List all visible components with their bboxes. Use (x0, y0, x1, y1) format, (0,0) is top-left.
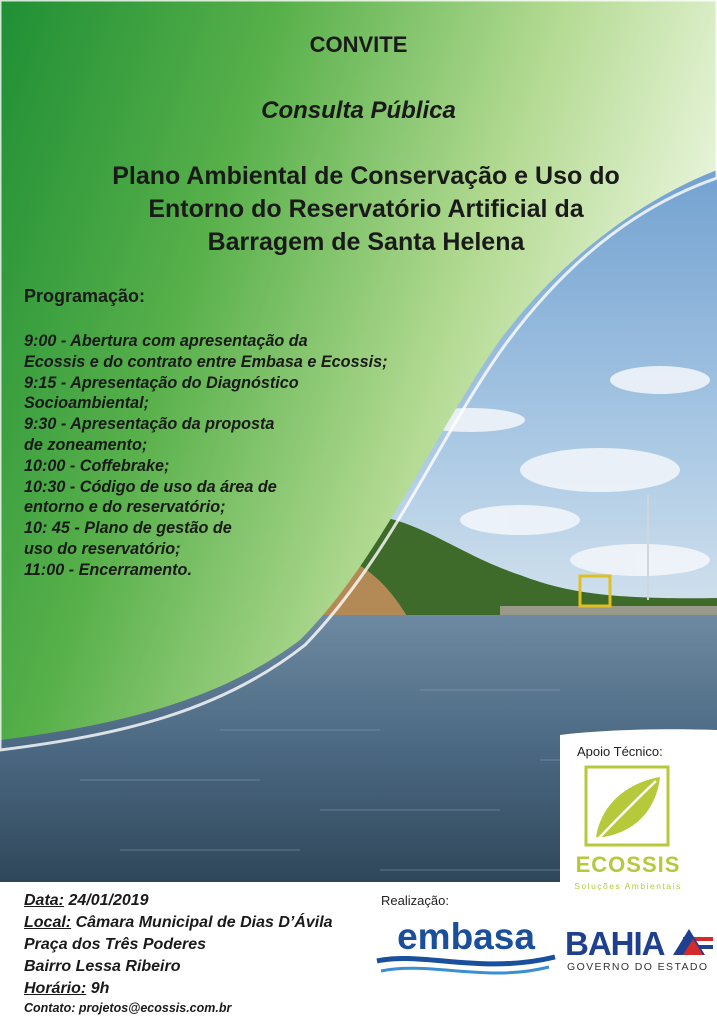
plan-title-line: Barragem de Santa Helena (207, 228, 525, 256)
date-row (24, 890, 333, 912)
ecossis-logo-tagline: Soluções Ambientais (574, 881, 682, 891)
ecossis-logo (556, 765, 700, 895)
bahia-flag-icon (673, 929, 713, 955)
embasa-logo-text: embasa (397, 916, 535, 957)
program-line: 9:15 - Apresentação do Diagnóstico (24, 373, 299, 392)
contact-email[interactable]: Contato: projetos@ecossis.com.br (24, 1001, 232, 1015)
plan-title-line: Plano Ambiental de Conservação e Uso do (112, 162, 620, 190)
time-label: Horário: (24, 980, 87, 997)
location-row (24, 912, 333, 934)
bahia-logo-text: BAHIA (565, 925, 665, 962)
bahia-logo-subtitle: GOVERNO DO ESTADO (567, 961, 709, 973)
time-value: 9h (90, 980, 110, 997)
program-line: entorno e do reservatório; (24, 498, 226, 517)
program-heading: Programação: (24, 286, 146, 306)
program-line: Socioambiental; (24, 394, 150, 413)
date-label: Data: (24, 892, 65, 909)
invitation-heading: CONVITE (309, 32, 408, 57)
embasa-wave (381, 967, 549, 973)
program-list (24, 331, 387, 581)
event-info (24, 890, 333, 1000)
location-label: Local: (24, 914, 72, 931)
time-row (24, 978, 333, 1000)
address-line: Praça dos Três Poderes (24, 936, 207, 953)
realization-label: Realização: (381, 893, 449, 908)
technical-support-label: Apoio Técnico: (577, 744, 663, 759)
location-value: Câmara Municipal de Dias D’Ávila (75, 914, 333, 931)
program-line: 10:00 - Coffebrake; (24, 456, 170, 475)
program-line: 9:30 - Apresentação da proposta (24, 415, 275, 434)
embasa-logo (371, 913, 561, 983)
address-line: Bairro Lessa Ribeiro (24, 958, 181, 975)
bahia-government-logo (563, 925, 715, 975)
program-line: Ecossis e do contrato entre Embasa e Ecossis; (24, 352, 388, 371)
plan-title (40, 160, 692, 259)
program-line: 10:30 - Código de uso da área de (24, 477, 277, 496)
program-line: uso do reservatório; (24, 539, 181, 558)
plan-title-line: Entorno do Reservatório Artificial da (148, 195, 584, 223)
program-line: de zoneamento; (24, 435, 148, 454)
program-line: 11:00 - Encerramento. (24, 560, 192, 579)
program-line: 9:00 - Abertura com apresentação da (24, 332, 308, 350)
program-line: 10: 45 - Plano de gestão de (24, 519, 232, 538)
embasa-wave (377, 957, 555, 964)
ecossis-logo-name: ECOSSIS (575, 852, 681, 877)
date-value: 24/01/2019 (68, 892, 149, 909)
subtitle: Consulta Pública (261, 97, 456, 124)
